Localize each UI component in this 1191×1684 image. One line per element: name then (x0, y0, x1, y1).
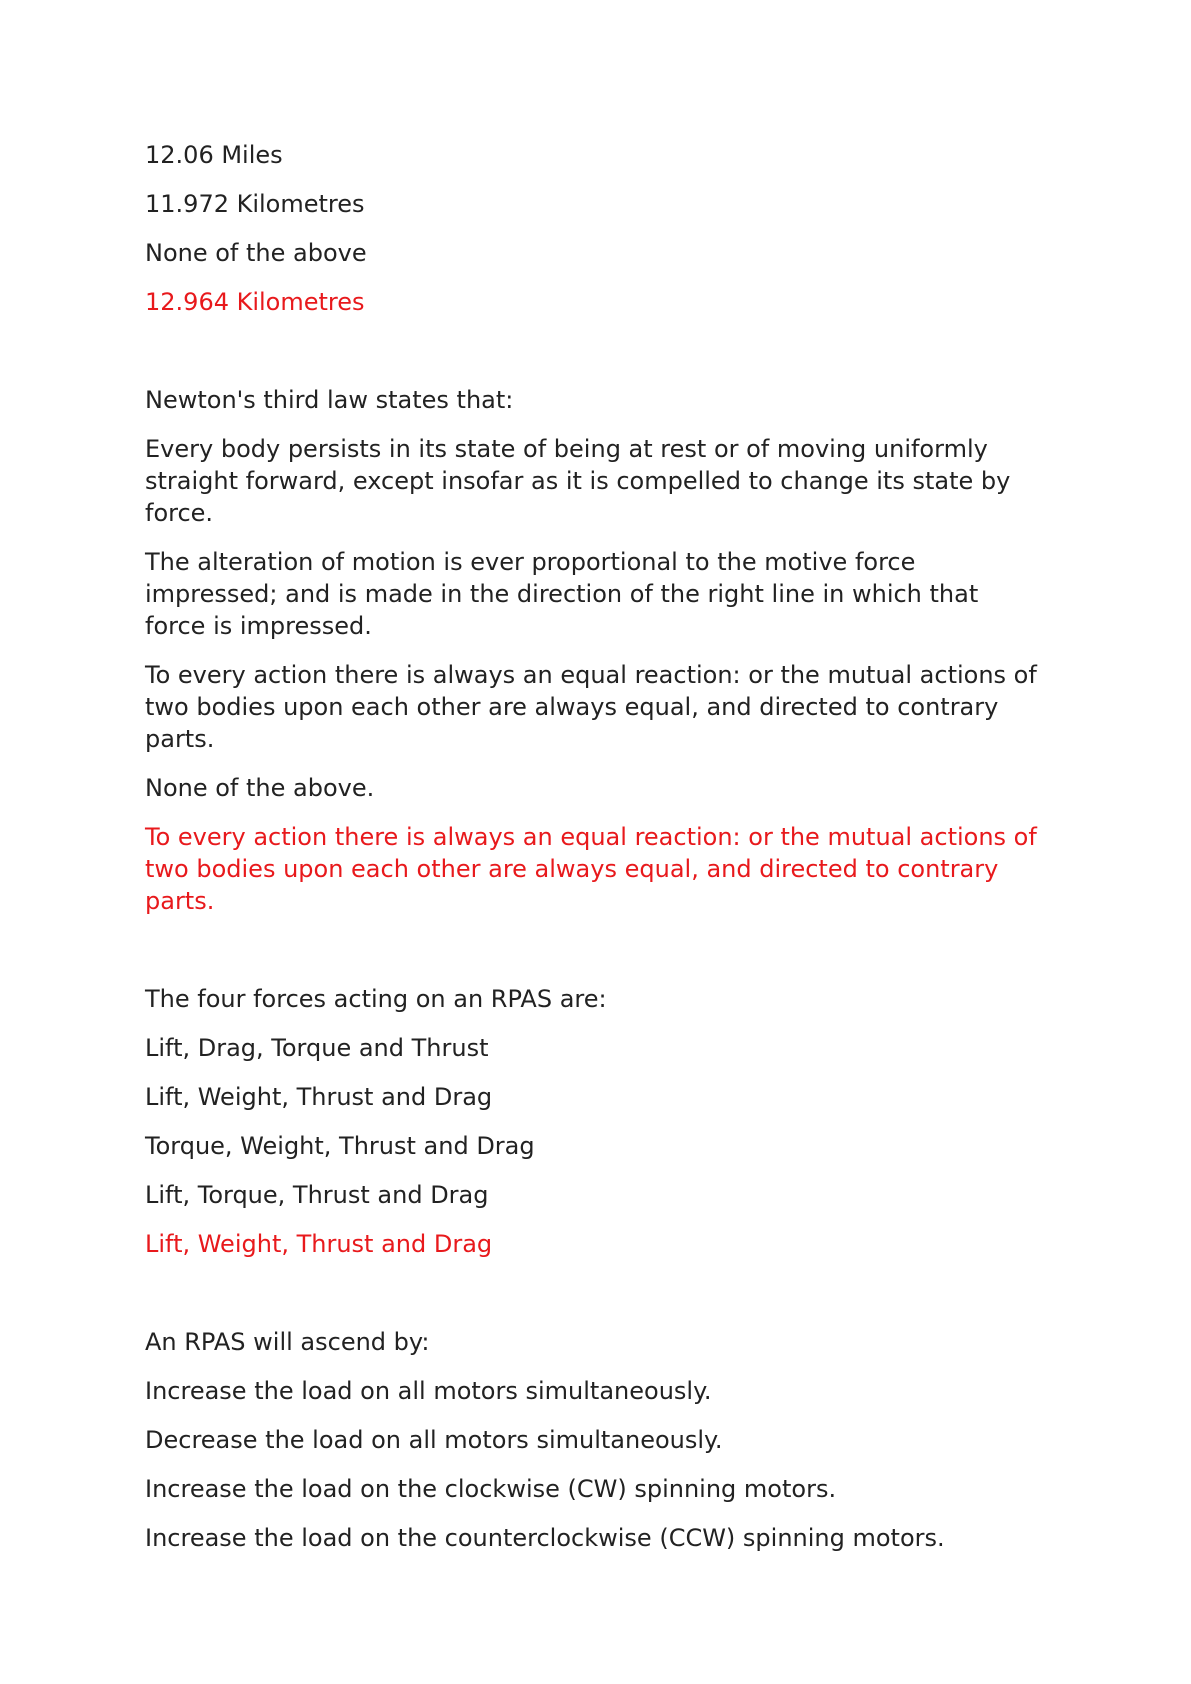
option-3: None of the above (145, 239, 367, 267)
option-1: Increase the load on all motors simultaneously. (145, 1377, 712, 1405)
option-2: The alteration of motion is ever proportional to the motive force impressed; and is made in the direction of the right line in which that force is impressed. (145, 548, 979, 640)
option-2: Decrease the load on all motors simultaneously. (145, 1426, 723, 1454)
option-4: Lift, Torque, Thrust and Drag (145, 1181, 489, 1209)
option-3: Torque, Weight, Thrust and Drag (145, 1132, 535, 1160)
quiz-content (145, 139, 1045, 1571)
option-4: Increase the load on the counterclockwise (CCW) spinning motors. (145, 1524, 945, 1552)
correct-answer: Lift, Weight, Thrust and Drag (145, 1230, 493, 1258)
question-block-ascend (145, 1326, 1045, 1554)
question-text: Newton's third law states that: (145, 386, 514, 414)
option-2: 11.972 Kilometres (145, 190, 365, 218)
block-gap (145, 1277, 1045, 1326)
option-1: Every body persists in its state of being at rest or of moving uniformly straight forward, except insofar as it is compelled to change its state by force. (145, 435, 1011, 527)
correct-answer: To every action there is always an equal reaction: or the mutual actions of two bodies upon each other are always equal, and directed to contrary parts. (145, 823, 1037, 915)
option-3: Increase the load on the clockwise (CW) spinning motors. (145, 1475, 837, 1503)
correct-answer: 12.964 Kilometres (145, 288, 365, 316)
option-1: Lift, Drag, Torque and Thrust (145, 1034, 489, 1062)
question-block-newton (145, 384, 1045, 917)
option-1: 12.06 Miles (145, 141, 283, 169)
question-text: An RPAS will ascend by: (145, 1328, 430, 1356)
question-block-distance (145, 139, 1045, 318)
question-block-forces (145, 983, 1045, 1260)
option-4: None of the above. (145, 774, 375, 802)
block-gap (145, 335, 1045, 384)
question-text: The four forces acting on an RPAS are: (145, 985, 607, 1013)
block-gap (145, 934, 1045, 983)
option-3: To every action there is always an equal reaction: or the mutual actions of two bodies upon each other are always equal, and directed to contrary parts. (145, 661, 1037, 753)
option-2: Lift, Weight, Thrust and Drag (145, 1083, 493, 1111)
